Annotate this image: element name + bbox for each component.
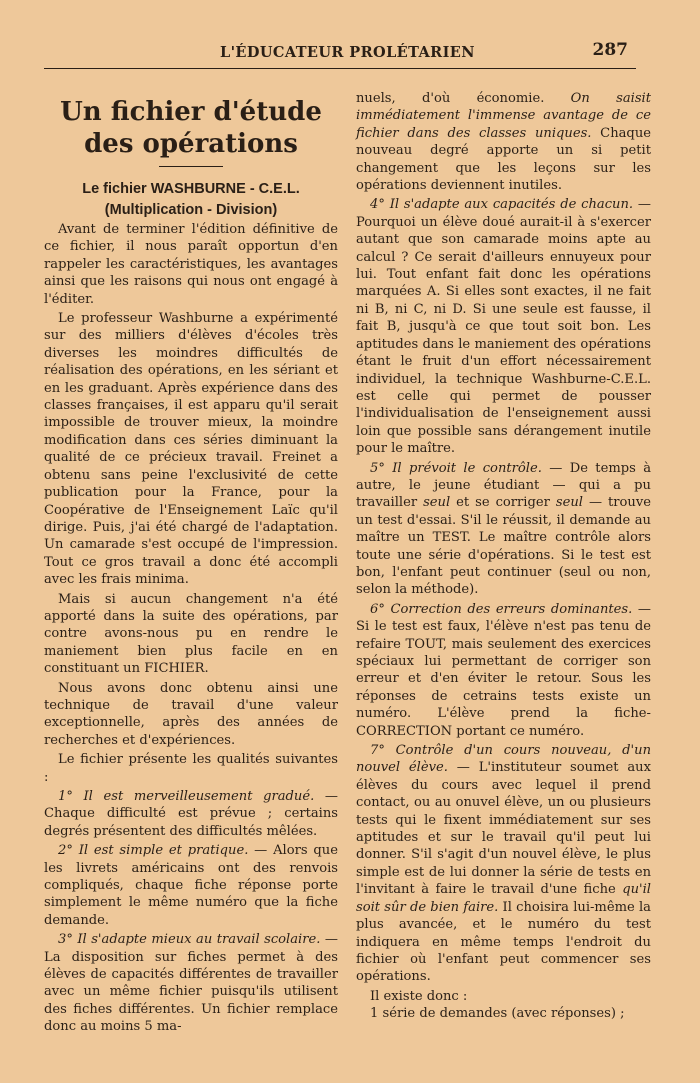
quality-text: Il choisira lui-même la plus avancée, et le numéro du test indiquera en même temps l'endroit du fichier où l'enfant peut commencer ses opérations.	[356, 899, 651, 985]
article-subtitle-operations: (Multiplication - Division)	[104, 202, 278, 218]
paragraph-quality-3	[44, 931, 338, 1035]
page-number: 287	[592, 40, 628, 60]
paragraph-continued	[356, 90, 651, 194]
running-header	[44, 38, 636, 69]
quality-text: — Pourquoi un élève doué aurait-il à s'exercer autant que son camarade moins apte au calcul ? Ce serait d'ailleurs ennuyeux pour lui. Tout enfant fait donc les opérations marquées A. Si elles sont exactes, il ne fait ni B, ni C, ni D. Si une seule est fausse, il fait B, jusqu'à ce que tout soit bon. Les aptitudes dans le maniement des opérations étant le fruit d'un effort nécessairement individuel, la technique Washburne-C.E.L. est celle qui permet de pousser l'individualisation de l'enseignement aussi loin que possible sans dérangement inutile pour le maître.	[356, 197, 651, 457]
paragraph: Le fichier présente les qualités suivantes :	[44, 752, 338, 785]
emphasis-seul: seul	[423, 495, 451, 511]
paragraph-quality-7	[356, 742, 651, 986]
article-title-line1: Un fichier d'étude	[60, 97, 322, 127]
left-column	[44, 78, 338, 1036]
emphasis-text: On saisit immédiatement l'immense avantage de ce fichier dans des classes uniques.	[356, 91, 652, 141]
continued-tail: Chaque nouveau degré apporte un si petit changement que les leçons sur les opérations deviennent inutiles.	[356, 125, 651, 194]
article-subtitle: Le fichier WASHBURNE - C.E.L.	[82, 181, 300, 197]
quality-heading: 3° Il s'adapte mieux au travail scolaire.	[58, 932, 321, 948]
paragraph: Nous avons donc obtenu ainsi une technique de travail d'une valeur exceptionnelle, après des années de recherches et d'expériences.	[44, 680, 338, 748]
quality-heading: 5° Il prévoit le contrôle.	[370, 460, 542, 476]
title-divider	[159, 166, 223, 167]
quality-heading: 1° Il est merveilleusement gradué.	[58, 789, 315, 804]
quality-text: — Chaque difficulté est prévue ; certains degrés présentent des difficultés mêlées.	[44, 789, 338, 839]
quality-text: — Alors que les livrets américains ont des renvois compliqués, chaque fiche réponse porte simplement le même numéro que la fiche demande.	[44, 843, 338, 928]
paragraph: Il existe donc :	[370, 988, 468, 1004]
quality-text: — trouve un test d'essai. S'il le réussit, il demande au maître un TEST. Le maître contrôle alors toute une série d'opérations. Si le test est bon, l'enfant peut continuer (seul ou non, selon la méthode).	[356, 495, 651, 598]
paragraph: Mais si aucun changement n'a été apporté dans la suite des opérations, par contre avons-nous pu en rendre le maniement bien plus facile en en constituant un FICHIER.	[44, 591, 338, 677]
quality-heading: 4° Il s'adapte aux capacités de chacun.	[370, 197, 634, 213]
quality-heading: 7° Contrôle d'un cours nouveau, d'un nouvel élève.	[356, 743, 651, 776]
quality-text: — Si le test est faux, l'élève n'est pas tenu de refaire TOUT, mais seulement des exercices spéciaux lui permettant de corriger son erreur et d'en éviter le retour. Sous les réponses de cetrains tests existe un numéro. L'élève prend la fiche-CORRECTION portant ce numéro.	[356, 601, 651, 739]
quality-heading: 2° Il est simple et pratique.	[58, 843, 249, 859]
emphasis-seul: seul	[555, 495, 583, 511]
article-title-line2: des opérations	[84, 129, 298, 159]
quality-text: — La disposition sur fiches permet à des élèves de capacités différentes de travailler avec un même fichier puisqu'ils utilisent des fiches différentes. Un fichier remplace donc au moins 5 ma-	[44, 932, 338, 1035]
quality-text: et se corriger	[450, 495, 556, 511]
paragraph-quality-2	[44, 842, 338, 929]
paragraph: Avant de terminer l'édition définitive de ce fichier, il nous paraît opportun d'en rappeler les caractéristiques, les avantages ainsi que les raisons qui nous ont engagé à l'éditer.	[44, 222, 338, 307]
paragraph-quality-4	[356, 196, 651, 457]
emphasis-text: qu'il soit sûr de bien faire.	[356, 882, 651, 915]
journal-title: L'ÉDUCATEUR PROLÉTARIEN	[220, 44, 475, 61]
quality-text: — L'instituteur soumet aux élèves du cours avec lequel il prend contact, ou au onuvel élève, un ou plusieurs tests qui le fixent immédiatement sur ses aptitudes et sur le travail qu'il peut lui donner. S'il s'agit d'un nouvel élève, le plus simple est de lui donner la série de tests en l'invitant à faire le travail d'une fiche	[356, 760, 651, 898]
right-column	[356, 90, 651, 1023]
paragraph: Le professeur Washburne a expérimenté sur des milliers d'élèves d'écoles très diverses les moindres difficultés de réalisation des opérations, en les sériant et en les graduant. Après expérience dans des classes françaises, il est apparu qu'il serait impossible de trouver mieux, la moindre modification dans ces séries diminuant la qualité de ce précieux travail. Freinet a obtenu sans peine l'exclusivité de cette publication pour la France, pour la Coopérative de l'Enseignement Laïc qu'il dirige. Puis, j'ai été chargé de l'adaptation. Un camarade s'est occupé de l'impression. Tout ce gros travail a donc été accompli avec les frais minima.	[44, 311, 338, 588]
quality-text: — De temps à autre, le jeune étudiant — qui a pu travailler	[356, 460, 651, 511]
paragraph-quality-5	[356, 460, 651, 599]
continued-text: nuels, d'où économie.	[356, 91, 545, 106]
paragraph-quality-1	[44, 788, 338, 840]
quality-heading: 6° Correction des erreurs dominantes.	[370, 601, 633, 617]
paragraph-quality-6	[356, 601, 651, 740]
article-title	[44, 96, 338, 160]
list-item: 1 série de demandes (avec réponses) ;	[370, 1006, 625, 1022]
